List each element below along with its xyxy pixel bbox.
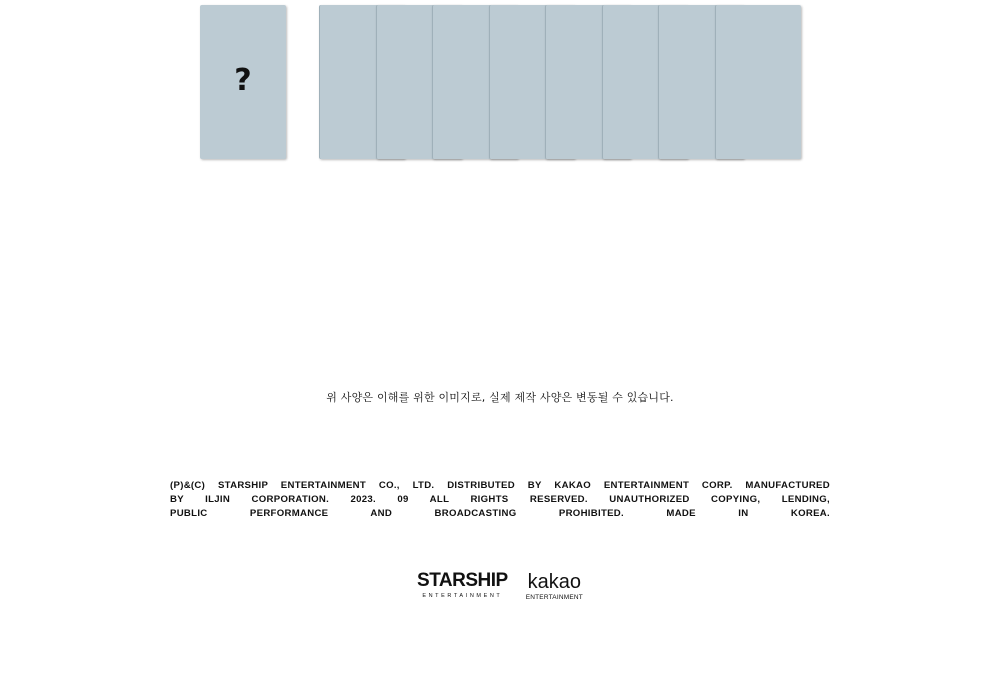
legal-line-3: PUBLIC PERFORMANCE AND BROADCASTING PROHIBITED. MADE IN KOREA.: [170, 508, 830, 519]
kakao-subtitle: ENTERTAINMENT: [525, 594, 583, 601]
kakao-wordmark: kakao: [527, 571, 582, 593]
spec-notice: 위 사양은 이해를 위한 이미지로, 실제 제작 사양은 변동될 수 있습니다.: [326, 391, 674, 404]
legal-line-2: BY ILJIN CORPORATION. 2023. 09 ALL RIGHTS RESERVED. UNAUTHORIZED COPYING, LENDING,: [170, 494, 830, 505]
starship-subtitle: ENTERTAINMENT: [422, 593, 503, 599]
legal-copyright: [170, 479, 830, 521]
card-mystery: [200, 5, 286, 159]
starship-wordmark: STARSHIP: [417, 570, 508, 591]
logo-row: [0, 570, 1000, 603]
kakao-logo: [526, 571, 583, 603]
starship-logo: [417, 570, 508, 600]
question-mark-icon: ?: [234, 63, 252, 98]
legal-line-1: (P)&(C) STARSHIP ENTERTAINMENT CO., LTD. DISTRIBUTED BY KAKAO ENTERTAINMENT CORP. MANUFACTURED: [170, 480, 830, 491]
card-stacked-8: [715, 5, 801, 159]
